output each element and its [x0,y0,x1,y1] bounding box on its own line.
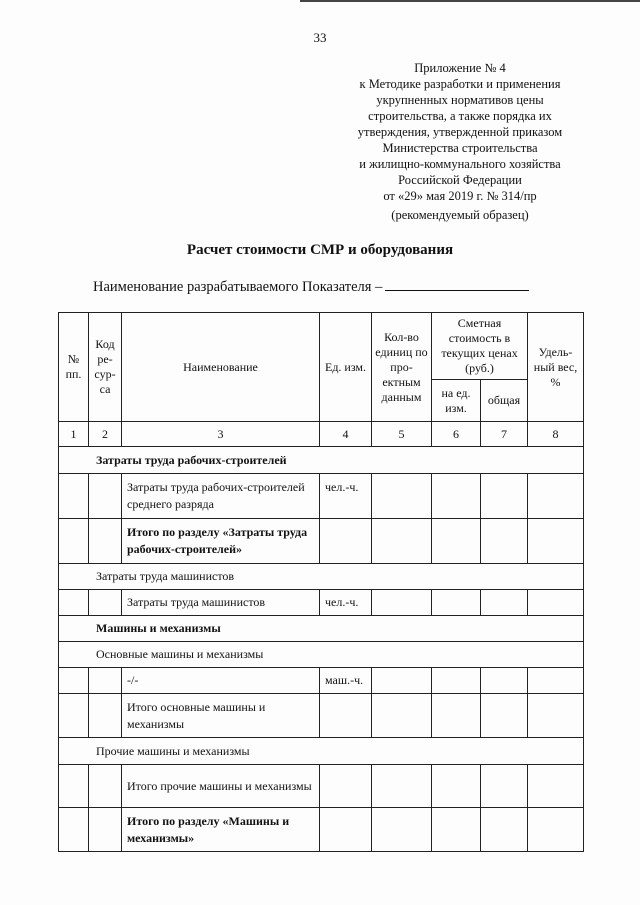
header-unit: Ед. изм. [320,313,372,422]
table-row [59,668,584,694]
col-number: 5 [372,422,432,447]
page-number: 33 [313,30,327,45]
header-cost: Сметная стоимость в текущих ценах (руб.) [432,313,528,380]
table-row [59,590,584,616]
indicator-label: Наименование разрабатываемого Показателя – [93,279,383,295]
header-row [59,313,584,380]
table-row [59,474,584,519]
indicator-blank-field [385,279,529,291]
subsection-row [59,642,584,668]
appendix-line: от «29» мая 2019 г. № 314/пр [383,189,537,203]
col-number: 6 [432,422,481,447]
item-unit: чел.-ч. [320,474,372,519]
sample-note: (рекомендуемый образец) [391,208,529,222]
col-number: 8 [528,422,584,447]
total-name: Итого основные машины и механизмы [122,694,320,738]
table-row [59,808,584,852]
section-row [59,616,584,642]
indicator-line [93,279,529,296]
appendix-line: укрупненных нормативов цены [376,93,544,107]
appendix-line: к Методике разработки и применения [359,77,561,91]
appendix-line: утверждения, утвержденной приказом [357,125,563,139]
section-row [59,447,584,474]
appendix-line: Министерства строительства [382,141,538,155]
section-operators: Затраты труда машинистов [59,564,584,590]
subsection-other-machines: Прочие машины и механизмы [59,738,584,765]
section-machines: Машины и механизмы [59,616,584,642]
document-title: Расчет стоимости СМР и оборудования [186,242,454,258]
total-name: Итого по разделу «Машины и механизмы» [122,808,320,852]
item-name: Затраты труда машинистов [122,590,320,616]
col-number: 2 [89,422,122,447]
appendix-line: строительства, а также порядка их [368,109,552,123]
header-cost-total: общая [481,380,528,422]
header-no: № пп. [59,313,89,422]
cost-table [58,312,584,852]
total-name: Итого по разделу «Затраты труда рабочих-строителей» [122,519,320,564]
header-qty: Кол-во единиц по про- ектным данным [372,313,432,422]
header-weight: Удель- ный вес, % [528,313,584,422]
header-name: Наименование [122,313,320,422]
table-row [59,765,584,808]
subsection-main-machines: Основные машины и механизмы [59,642,584,668]
table-row [59,694,584,738]
section-row [59,564,584,590]
item-unit: чел.-ч. [320,590,372,616]
item-name: Затраты труда рабочих-строителей среднего разряда [122,474,320,519]
appendix-line: Российской Федерации [398,173,522,187]
col-number: 7 [481,422,528,447]
column-number-row [59,422,584,447]
col-number: 1 [59,422,89,447]
subsection-row [59,738,584,765]
header-cost-unit: на ед. изм. [432,380,481,422]
appendix-header [330,60,590,204]
section-labor: Затраты труда рабочих-строителей [59,447,584,474]
col-number: 4 [320,422,372,447]
col-number: 3 [122,422,320,447]
table-row [59,519,584,564]
top-rule [300,0,640,2]
total-name: Итого прочие машины и механизмы [122,765,320,808]
item-name: -/- [122,668,320,694]
appendix-line: Приложение № 4 [414,61,506,75]
header-code: Код ре- сур- са [89,313,122,422]
appendix-line: и жилищно-коммунального хозяйства [359,157,561,171]
item-unit: маш.-ч. [320,668,372,694]
